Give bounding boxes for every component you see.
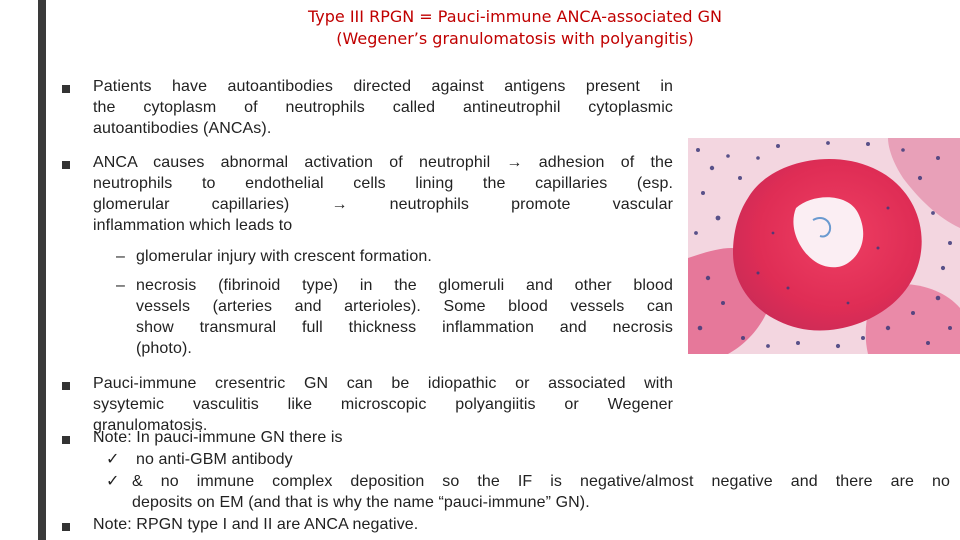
sub-line: glomerular injury with crescent formation. [136, 248, 432, 265]
bullet-1-line: Patients have autoantibodies directed against antigens present in [93, 78, 673, 95]
bullet-1-line: the cytoplasm of neutrophils called antineutrophil cytoplasmic [93, 99, 673, 116]
slide-title [140, 6, 890, 50]
check-line: no anti-GBM antibody [136, 451, 293, 468]
bullet-marker-4 [62, 436, 70, 444]
histology-image [688, 138, 960, 354]
check-icon: ✓ [106, 473, 120, 490]
sub-line: necrosis (fibrinoid type) in the glomeruli and other blood [136, 277, 673, 294]
bullet-4-check-2 [132, 471, 950, 513]
title-line-2: (Wegener’s granulomatosis with polyangitis) [336, 29, 694, 48]
bullet-marker-3 [62, 382, 70, 390]
sub-line: (photo). [136, 340, 192, 357]
histology-photo-svg [688, 138, 960, 354]
bullet-4-line: Note: In pauci-immune GN there is [93, 429, 343, 446]
bullet-2-line: glomerular capillaries) → neutrophils promote vascular [93, 196, 673, 213]
check-line: deposits on EM (and that is why the name “pauci-immune” GN). [132, 494, 590, 511]
bullet-2-line: neutrophils to endothelial cells lining the capillaries (esp. [93, 175, 673, 192]
bullet-marker-2 [62, 161, 70, 169]
sub-line: vessels (arteries and arterioles). Some blood vessels can [136, 298, 673, 315]
title-line-1: Type III RPGN = Pauci-immune ANCA-associated GN [308, 7, 722, 26]
bullet-2-line: ANCA causes abnormal activation of neutrophil → adhesion of the [93, 154, 673, 171]
bullet-4-text [93, 427, 673, 448]
bullet-2-text [93, 152, 673, 236]
bullet-2-sub-2 [136, 275, 673, 359]
bullet-5-text [93, 514, 693, 535]
bullet-marker-1 [62, 85, 70, 93]
bullet-marker-5 [62, 523, 70, 531]
bullet-1-text [93, 76, 673, 139]
sub-line: show transmural full thickness inflammation and necrosis [136, 319, 673, 336]
bullet-2-line: inflammation which leads to [93, 217, 293, 234]
bullet-1-line: autoantibodies (ANCAs). [93, 120, 272, 137]
dash-marker-1: – [116, 248, 125, 265]
bullet-3-line: granulomatosis. [93, 417, 208, 434]
check-line: & no immune complex deposition so the IF is negative/almost negative and there are no [132, 473, 950, 490]
bullet-5-line: Note: RPGN type I and II are ANCA negative. [93, 516, 419, 533]
bullet-4-check-1 [136, 449, 896, 470]
check-icon: ✓ [106, 451, 120, 468]
bullet-3-line: sysytemic vasculitis like microscopic polyangiitis or Wegener [93, 396, 673, 413]
bullet-2-sub-1 [136, 246, 673, 267]
bullet-3-line: Pauci-immune cresentric GN can be idiopathic or associated with [93, 375, 673, 392]
slide-left-bar [38, 0, 46, 540]
dash-marker-2: – [116, 277, 125, 294]
